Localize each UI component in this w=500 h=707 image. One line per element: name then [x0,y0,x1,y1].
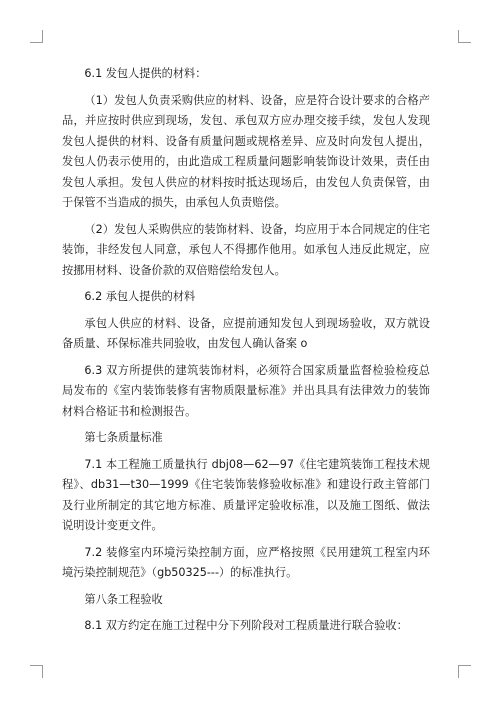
section-heading: 第七条质量标准 [84,431,163,444]
crop-mark-bottom-right [458,665,471,678]
section-heading: 第八条工程验收 [84,592,163,606]
crop-mark-top-left [30,30,43,43]
paragraph: 7.1 本工程施工质量执行 dbj08—62—97《住宅建筑装饰工程技术规程》、db31—t30—1999《住宅装饰装修验收标准》和建设行政主管部门及行业所制定的其它地方标准、质量评定验收标准，以及施工图纸、做法说明设计变更文件。 [62,457,430,532]
paragraph: 6.3 双方所提供的建筑装饰材料，必须符合国家质量监督检验检疫总局发布的《室内装饰装修有害物质限量标准》并出具具有法律效力的装饰材料合格证书和检测报告。 [62,363,430,418]
paragraph: 6.2 承包人提供的材料 [84,290,196,303]
document-body [62,64,430,637]
paragraph: 8.1 双方约定在施工过程中分下列阶段对工程质量进行联合验收： [84,619,408,632]
paragraph: 7.2 装修室内环境污染控制方面，应严格按照《民用建筑工程室内环境污染控制规范》（gb50325---）的标准执行。 [62,545,430,579]
paragraph: 6.1 发包人提供的材料： [84,67,207,80]
paragraph: 承包人供应的材料、设备，应提前通知发包人到现场验收，双方就设备质量、环保标准共同验收，由发包人确认备案 o [62,316,430,350]
paragraph: （1）发包人负责采购供应的材料、设备，应是符合设计要求的合格产品，并应按时供应到现场，发包、承包双方应办理交接手续，发包人发现发包人提供的材料、设备有质量问题或规格差异、应及时向发包人提出，发包人仍表示使用的，由此造成工程质量问题影响装饰设计效果，责任由发包人承担。发包人供应的材料按时抵达现场后，由发包人负责保管，由于保管不当造成的损失，由承包人负责赔偿。 [62,93,430,209]
paragraph: （2）发包人采购供应的装饰材料、设备，均应用于本合同规定的住宅装饰，非经发包人同意，承包人不得挪作他用。如承包人违反此规定，应按挪用材料、设备价款的双倍赔偿给发包人。 [62,222,430,277]
crop-mark-bottom-left [30,665,43,678]
crop-mark-top-right [458,30,471,43]
